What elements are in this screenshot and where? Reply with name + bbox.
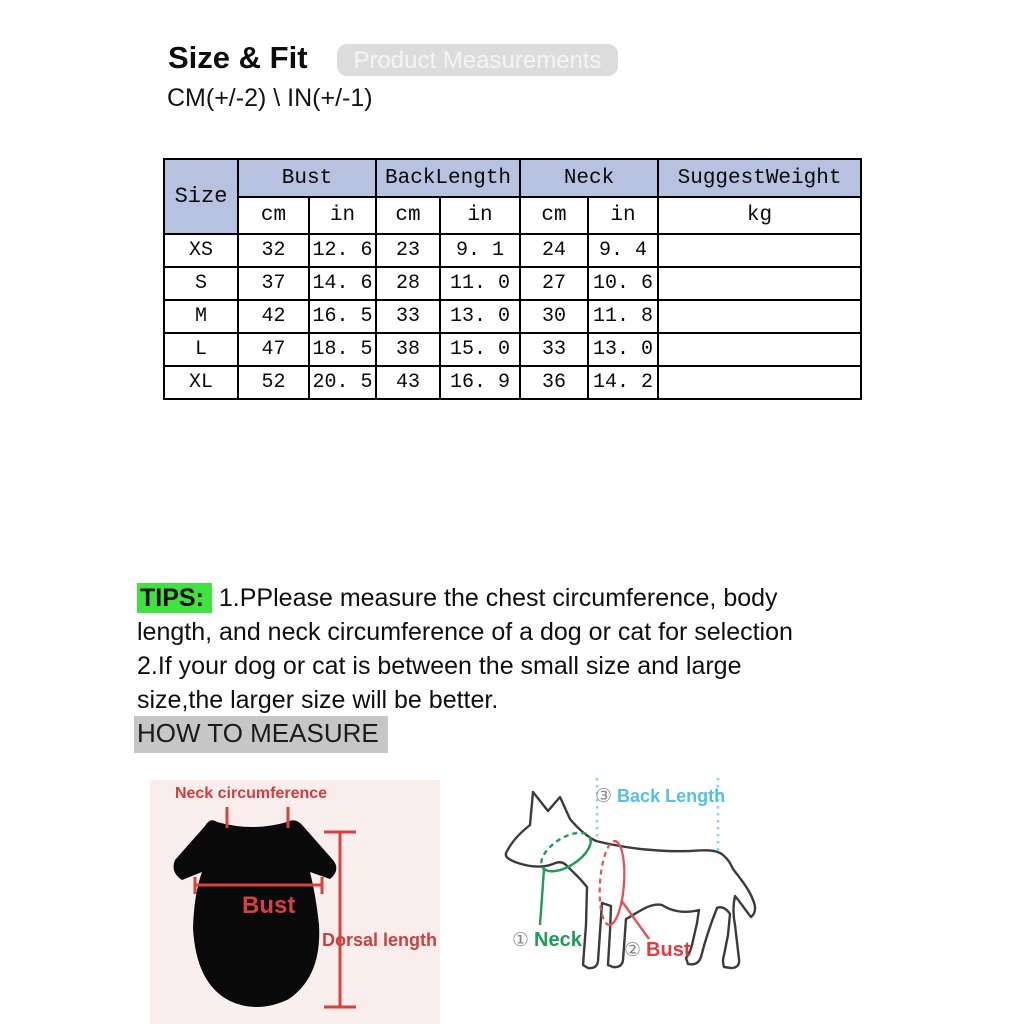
dog-measure-diagram (490, 773, 870, 1013)
value-cell: 36 (520, 366, 588, 399)
tips-line-4: size,the larger size will be better. (137, 686, 499, 714)
size-cell: S (164, 267, 238, 300)
circled-2-icon: ② (624, 940, 642, 961)
table-row-s (164, 267, 861, 300)
value-cell: 28 (376, 267, 440, 300)
unit-backlength-cm: cm (376, 197, 440, 234)
value-cell: 30 (520, 300, 588, 333)
value-cell: 15. 0 (440, 333, 520, 366)
value-cell: 23 (376, 234, 440, 267)
dorsal-length-label: Dorsal length (322, 930, 438, 950)
tips-line-2: length, and neck circumference of a dog or cat for selection (137, 618, 793, 646)
tips-text-1: 1.PPlease measure the chest circumference, body (218, 584, 778, 612)
value-cell: 14. 2 (588, 366, 658, 399)
table-row-xs (164, 234, 861, 267)
how-to-measure-heading: HOW TO MEASURE (134, 716, 388, 753)
value-cell: 14. 6 (309, 267, 376, 300)
tips-label: TIPS: (137, 583, 212, 613)
unit-bust-cm: cm (238, 197, 309, 234)
unit-bust-in: in (309, 197, 376, 234)
value-cell: 9. 1 (440, 234, 520, 267)
value-cell: 12. 6 (309, 234, 376, 267)
tips-paragraph (137, 581, 947, 717)
value-cell: 13. 0 (440, 300, 520, 333)
col-header-neck: Neck (520, 159, 658, 197)
neck-pointer-line (540, 869, 544, 925)
product-measurements-badge: Product Measurements (337, 44, 618, 76)
tips-line-3: 2.If your dog or cat is between the small size and large (137, 652, 742, 680)
value-cell-empty (658, 300, 861, 333)
tolerance-note: CM(+/-2) \ IN(+/-1) (167, 84, 373, 112)
tips-line-1 (137, 581, 947, 615)
circled-3-icon: ③ (595, 786, 613, 807)
value-cell: 20. 5 (309, 366, 376, 399)
value-cell: 13. 0 (588, 333, 658, 366)
table-row-l (164, 333, 861, 366)
unit-backlength-in: in (440, 197, 520, 234)
bust-text: Bust (646, 939, 691, 961)
col-header-bust: Bust (238, 159, 376, 197)
size-table (163, 158, 862, 400)
value-cell: 16. 5 (309, 300, 376, 333)
value-cell: 27 (520, 267, 588, 300)
bust-label: Bust (242, 892, 296, 919)
back-length-text: Back Length (617, 786, 726, 806)
value-cell: 24 (520, 234, 588, 267)
unit-neck-cm: cm (520, 197, 588, 234)
size-cell: M (164, 300, 238, 333)
unit-weight-kg: kg (658, 197, 861, 234)
value-cell: 43 (376, 366, 440, 399)
col-header-size: Size (164, 159, 238, 234)
size-cell: XS (164, 234, 238, 267)
bust-label-dog (624, 939, 691, 962)
circled-1-icon: ① (512, 930, 530, 951)
value-cell: 9. 4 (588, 234, 658, 267)
dog-diagram-canvas (490, 773, 870, 1013)
value-cell: 47 (238, 333, 309, 366)
col-header-suggestweight: SuggestWeight (658, 159, 861, 197)
value-cell-empty (658, 333, 861, 366)
table-row-m (164, 300, 861, 333)
value-cell: 10. 6 (588, 267, 658, 300)
back-length-label (595, 785, 725, 808)
page-title: Size & Fit (168, 40, 308, 75)
size-cell: XL (164, 366, 238, 399)
value-cell-empty (658, 234, 861, 267)
neck-text: Neck (534, 929, 582, 951)
neck-label (512, 929, 582, 952)
value-cell-empty (658, 366, 861, 399)
shirt-measure-diagram (150, 780, 440, 1024)
value-cell: 38 (376, 333, 440, 366)
value-cell: 11. 0 (440, 267, 520, 300)
value-cell: 18. 5 (309, 333, 376, 366)
value-cell: 11. 8 (588, 300, 658, 333)
table-row-xl (164, 366, 861, 399)
value-cell: 37 (238, 267, 309, 300)
value-cell: 52 (238, 366, 309, 399)
value-cell: 42 (238, 300, 309, 333)
value-cell: 33 (376, 300, 440, 333)
col-header-backlength: BackLength (376, 159, 520, 197)
value-cell: 33 (520, 333, 588, 366)
neck-circumference-label: Neck circumference (174, 785, 328, 802)
value-cell: 32 (238, 234, 309, 267)
size-cell: L (164, 333, 238, 366)
unit-neck-in: in (588, 197, 658, 234)
value-cell: 16. 9 (440, 366, 520, 399)
value-cell-empty (658, 267, 861, 300)
